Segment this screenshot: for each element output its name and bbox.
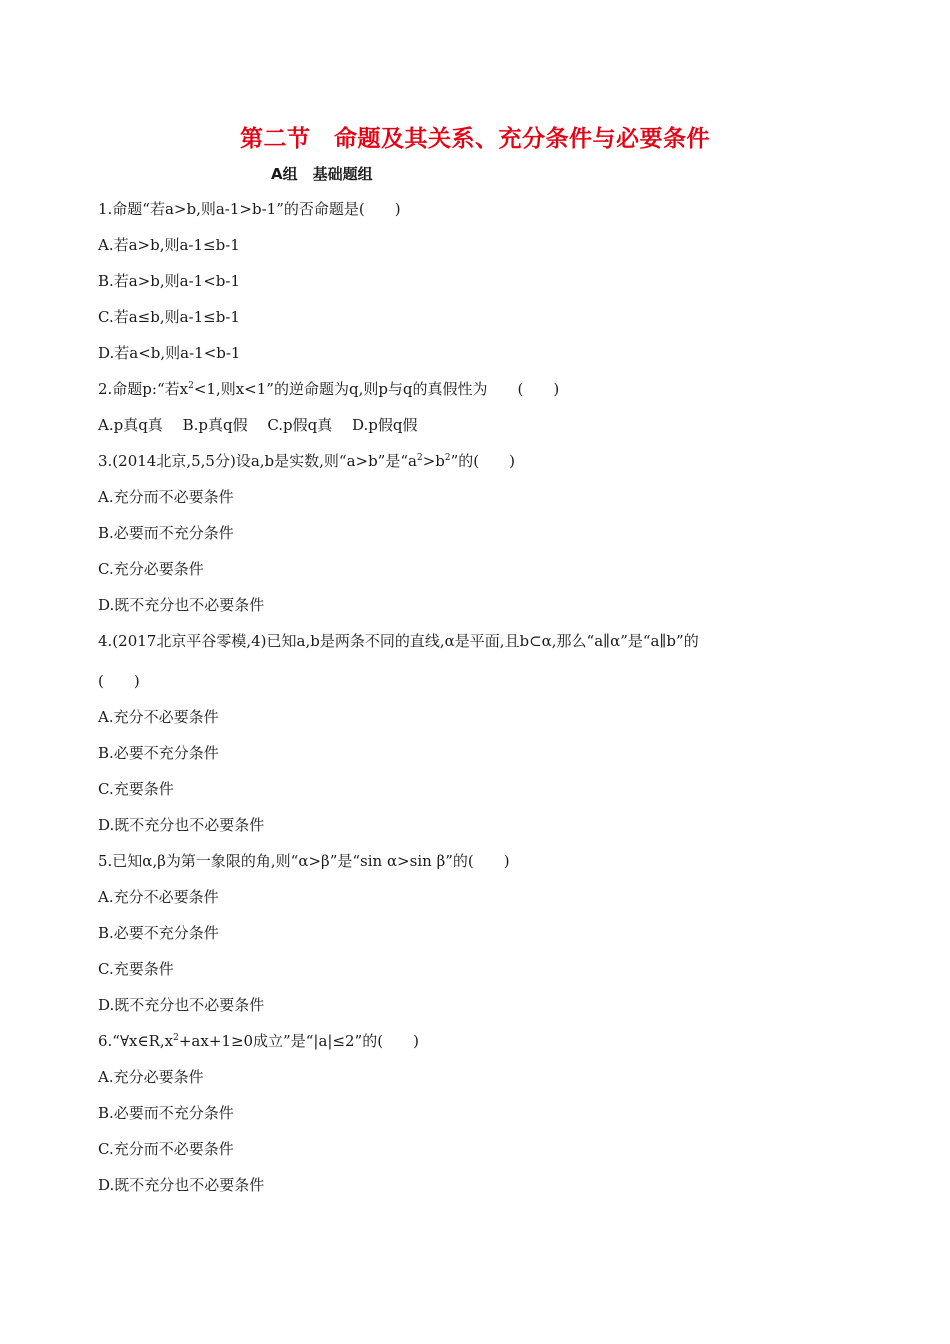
question-4-option-b: B.必要不充分条件 — [98, 744, 219, 762]
question-3-option-a: A.充分而不必要条件 — [98, 488, 234, 506]
question-1-option-a: A.若a>b,则a-1≤b-1 — [98, 236, 240, 254]
q3-stem-part: 3.(2014北京,5,5分)设a,b是实数,则“a>b”是“a — [98, 452, 417, 470]
question-4-option-c: C.充要条件 — [98, 780, 174, 798]
question-1-option-b: B.若a>b,则a-1<b-1 — [98, 272, 241, 290]
question-1-stem: 1.命题“若a>b,则a-1>b-1”的否命题是( ) — [98, 200, 401, 218]
question-6-stem — [98, 1031, 419, 1051]
question-2-stem — [98, 379, 559, 399]
question-6-option-d: D.既不充分也不必要条件 — [98, 1176, 265, 1194]
q2-superscript: 2 — [188, 381, 194, 391]
question-5-stem: 5.已知α,β为第一象限的角,则“α>β”是“sin α>sin β”的( ) — [98, 852, 510, 870]
question-5-option-a: A.充分不必要条件 — [98, 888, 219, 906]
question-6-option-b: B.必要而不充分条件 — [98, 1104, 234, 1122]
question-5-option-c: C.充要条件 — [98, 960, 174, 978]
q3-stem-part: >b — [422, 452, 445, 470]
question-6-option-a: A.充分必要条件 — [98, 1068, 204, 1086]
question-4-option-a: A.充分不必要条件 — [98, 708, 219, 726]
q3-superscript: 2 — [444, 453, 451, 463]
section-title: 第二节 命题及其关系、充分条件与必要条件 — [240, 126, 710, 152]
question-1-option-c: C.若a≤b,则a-1≤b-1 — [98, 308, 240, 326]
q2-stem-part: <1,则x<1”的逆命题为q,则p与q的真假性为 ( ) — [193, 380, 560, 398]
question-3-option-c: C.充分必要条件 — [98, 560, 204, 578]
question-3-option-b: B.必要而不充分条件 — [98, 524, 234, 542]
question-5-option-b: B.必要不充分条件 — [98, 924, 219, 942]
question-6-option-c: C.充分而不必要条件 — [98, 1140, 234, 1158]
question-2-options: A.p真q真 B.p真q假 C.p假q真 D.p假q假 — [98, 416, 418, 434]
question-5-option-d: D.既不充分也不必要条件 — [98, 996, 265, 1014]
question-3-stem — [98, 451, 515, 471]
q6-stem-part: +ax+1≥0成立”是“|a|≤2”的( ) — [178, 1032, 419, 1050]
q6-superscript: 2 — [173, 1033, 179, 1043]
question-3-option-d: D.既不充分也不必要条件 — [98, 596, 265, 614]
question-1-option-d: D.若a<b,则a-1<b-1 — [98, 344, 241, 362]
question-4-stem: 4.(2017北京平谷零模,4)已知a,b是两条不同的直线,α是平面,且b⊂α,那么“a∥α”是“a∥b”的 — [98, 632, 699, 650]
q3-superscript: 2 — [416, 453, 423, 463]
q3-stem-part: ”的( ) — [450, 452, 515, 470]
q6-stem-part: 6.“∀x∈R,x — [98, 1032, 174, 1050]
group-heading: A组 基础题组 — [271, 165, 373, 183]
q2-stem-part: 2.命题p:“若x — [98, 380, 189, 398]
question-4-paren: ( ) — [98, 672, 140, 690]
question-4-option-d: D.既不充分也不必要条件 — [98, 816, 265, 834]
